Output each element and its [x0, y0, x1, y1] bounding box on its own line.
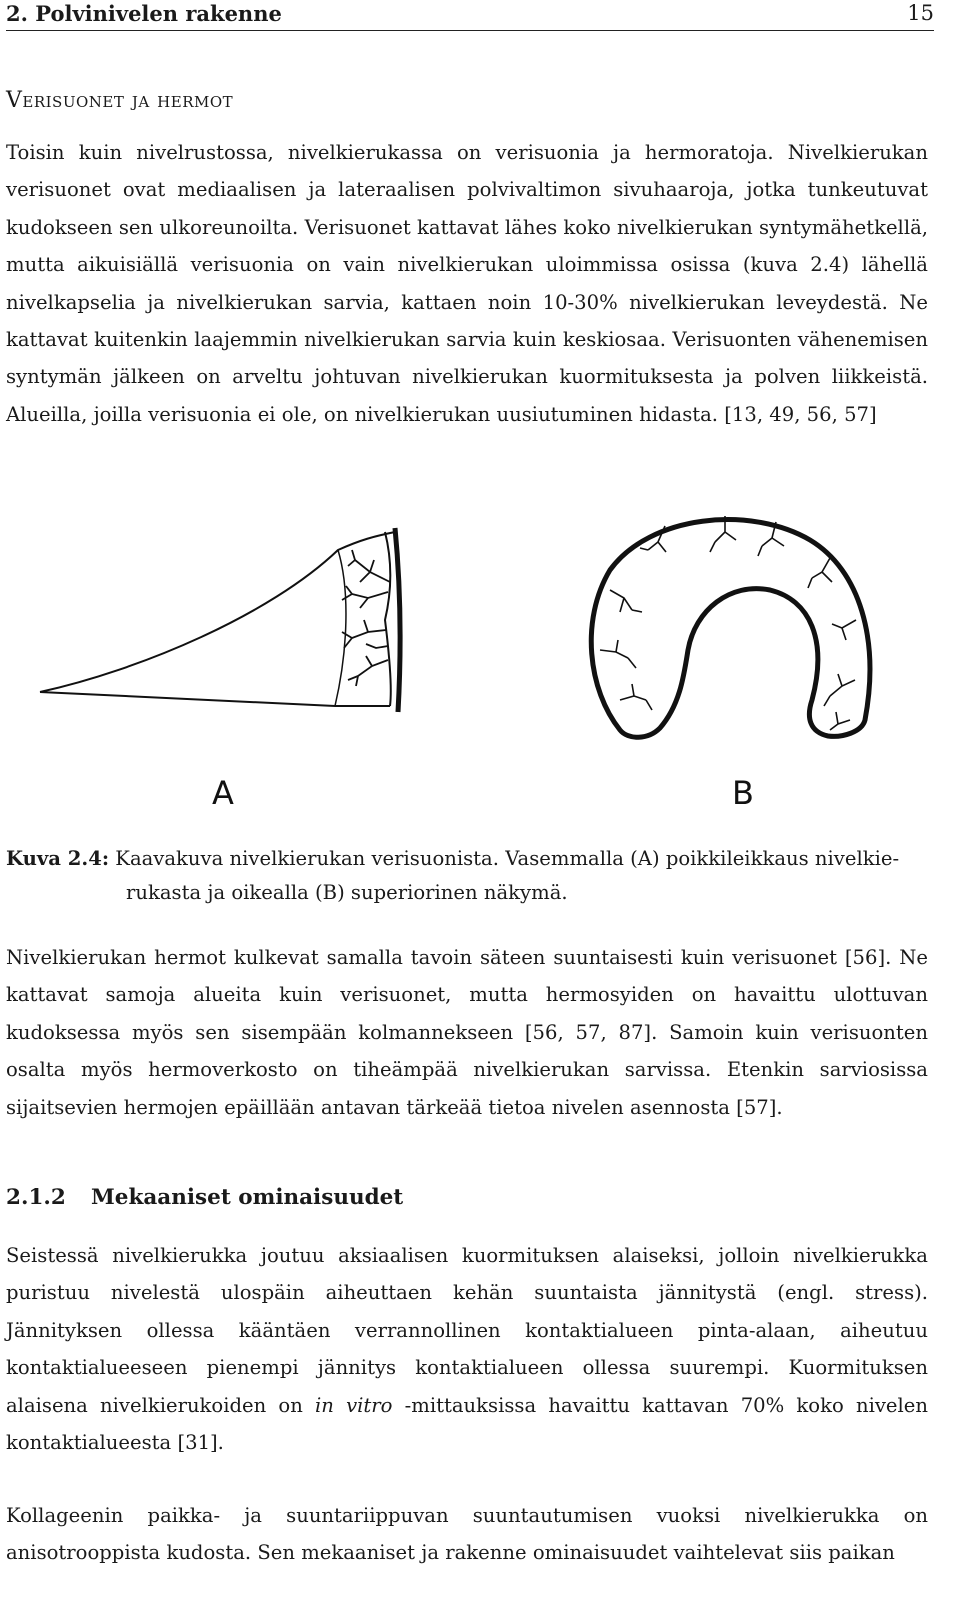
paragraph-nerves: Nivelkierukan hermot kulkevat samalla tavoin säteen suuntaisesti kuin verisuonet [56]. Ne kattavat samoja alueita kuin verisuonet, mutta hermosyiden on havaittu ulottuvan kudoksessa myös sen sisempään kolmannekseen [56, 57, 87]. Samoin kuin verisuonten osalta myös hermoverkosto on tiheämpää nivelkierukan sarvissa. Etenkin sarviosissa sijaitsevien hermojen epäillään antavan tärkeää tietoa nivelen asennosta [57]. — [6, 946, 928, 1119]
figure-a-cross-section — [30, 520, 430, 720]
caption-text-line2: rukasta ja oikealla (B) superiorinen näkymä. — [126, 881, 568, 904]
paragraph-mechanics-part2: -mittauksissa havaittu kattavan 70% koko nivelen kontaktialueesta [31]. — [6, 1393, 928, 1455]
paragraph-vessels: Toisin kuin nivelrustossa, nivelkierukassa on verisuonia ja hermoratoja. Nivelkierukan verisuonet ovat mediaalisen ja lateraalisen polvivaltimon sivuhaaroja, jotka tunkeutuvat kudokseen sen ulkoreunoilta. Verisuonet kattavat lähes koko nivelkierukan syntymähetkellä, mutta aikuisiällä verisuonia on vain nivelkierukan uloimmissa osissa (kuva 2.4) lähellä nivelkapselia ja nivelkierukan sarvia, kattaen noin 10-30% nivelkierukan leveydestä. Ne kattavat kuitenkin laajemmin nivelkierukan sarvia kuin keskiosaa. Verisuonten vähenemisen syntymän jälkeen on arveltu johtuvan nivelkierukan kuormituksesta ja polven liikkeistä. Alueilla, joilla verisuonia ei ole, on nivelkierukan uusiutuminen hidasta. [13, 49, 56, 57] — [6, 141, 928, 426]
figure-label-b-svg — [720, 770, 780, 814]
figure-caption — [6, 842, 928, 910]
paragraph-mechanics — [6, 1237, 928, 1461]
chapter-title: 2. Polvinivelen rakenne — [6, 1, 282, 26]
subsection-number: 2.1.2 — [6, 1185, 66, 1210]
figure-label-a-svg — [200, 770, 260, 814]
in-vitro-italic: in vitro — [315, 1393, 393, 1417]
figure-b-superior-view — [580, 500, 900, 750]
section-title: Verisuonet ja hermot — [6, 88, 234, 113]
subsection-heading — [6, 1185, 403, 1210]
figure-label-a: A — [212, 774, 234, 812]
paragraph-anisotropy: Kollageenin paikka- ja suuntariippuvan suuntautumisen vuoksi nivelkierukka on anisotrooppista kudosta. Sen mekaaniset ja rakenne ominaisuudet vaihtelevat siis paikan — [6, 1504, 928, 1565]
caption-text-line1: Kaavakuva nivelkierukan verisuonista. Vasemmalla (A) poikkileikkaus nivelkie- — [109, 847, 900, 870]
running-header — [6, 0, 934, 31]
page-number: 15 — [907, 1, 934, 25]
caption-label: Kuva 2.4: — [6, 847, 110, 870]
subsection-title: Mekaaniset ominaisuudet — [91, 1185, 404, 1210]
figure-label-b: B — [732, 774, 754, 812]
paragraph-mechanics-part1: Seistessä nivelkierukka joutuu aksiaalisen kuormituksen alaiseksi, jolloin nivelkierukka puristuu nivelestä ulospäin aiheuttaen kehän suuntaista jännitystä (engl. stress). Jännityksen ollessa kääntäen verrannollinen kontaktialueen pinta-alaan, aiheutuu kontaktialueeseen pienempi jännitys kontaktialueen ollessa suurempi. Kuormituksen alaisena nivelkierukoiden on — [6, 1244, 928, 1417]
